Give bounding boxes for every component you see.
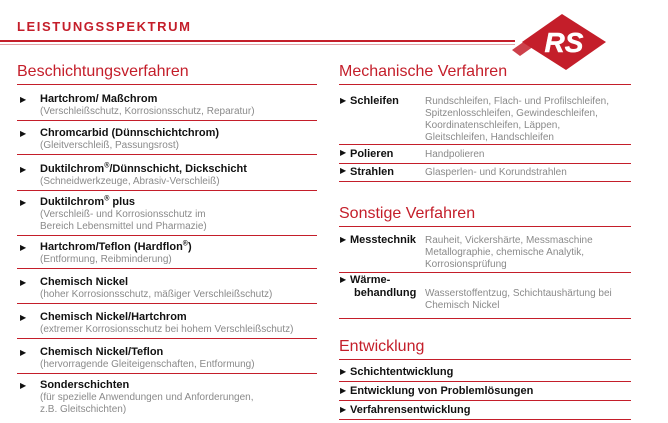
list-item: ▶ Sonderschichten (für spezielle Anwendungen und Anforderungen, z.B. Gleitschichten): [20, 379, 254, 415]
mechanical-list: [339, 95, 631, 183]
bullet-icon: ▶: [340, 405, 347, 414]
rs-logo: [508, 12, 608, 72]
bullet-icon: ▶: [340, 166, 347, 175]
list-item: ▶ Strahlen Glasperlen- und Korundstrahlen: [339, 165, 631, 183]
list-item: ▶ Chromcarbid (Dünnschichtchrom) (Gleitverschleiß, Passungsrost): [17, 127, 317, 163]
bullet-icon: ▶: [340, 96, 347, 105]
list-item: ▶ Entwicklung von Problemlösungen: [339, 385, 631, 404]
bullet-icon: ▶: [20, 165, 27, 174]
list-item: ▶ Verfahrensentwicklung: [339, 404, 631, 423]
bullet-icon: ▶: [20, 381, 27, 390]
section-title-coating: Beschichtungsverfahren: [17, 63, 189, 80]
logo-text: RS: [544, 27, 584, 58]
list-item: ▶ Messtechnik Rauheit, Vickershärte, Messmaschine Metallographie, chemische Analytik, Korrosionsprüfung: [339, 234, 631, 274]
list-item: ▶ Wärme- behandlung Wasserstoffentzug, Schichtaushärtung bei Chemisch Nickel: [339, 274, 631, 318]
list-item: ▶ Schichtentwicklung: [339, 366, 631, 385]
list-item: ▶ Chemisch Nickel/Hartchrom (extremer Korrosionsschutz bei hohem Verschleißschutz): [17, 311, 317, 346]
development-list: [339, 366, 631, 423]
section-title-development: Entwicklung: [339, 338, 425, 355]
section-rule-other: [339, 226, 631, 227]
bullet-icon: ▶: [340, 148, 347, 157]
header-rule-secondary: [0, 44, 515, 45]
bullet-icon: ▶: [20, 278, 27, 287]
header-rule: [0, 40, 515, 42]
bullet-icon: ▶: [20, 313, 27, 322]
bullet-icon: ▶: [20, 243, 27, 252]
page-title: LEISTUNGSSPEKTRUM: [17, 19, 192, 34]
list-item: ▶ Schleifen Rundschleifen, Flach- und Profilschleifen, Spitzenlosschleifen, Gewindeschleifen, Koordinatenschleifen, Läppen, Gleitschleifen, Handschleifen: [339, 95, 631, 147]
section-rule-development: [339, 359, 631, 360]
bullet-icon: ▶: [340, 235, 347, 244]
bullet-icon: ▶: [20, 129, 27, 138]
list-item: ▶ Chemisch Nickel/Teflon (hervorragende Gleiteigenschaften, Entformung): [17, 346, 317, 379]
list-item: ▶ Polieren Handpolieren: [339, 147, 631, 165]
section-title-mechanical: Mechanische Verfahren: [339, 63, 508, 80]
section-rule-coating: [17, 84, 317, 85]
bullet-icon: ▶: [20, 198, 27, 207]
bullet-icon: ▶: [340, 367, 347, 376]
section-rule-mechanical: [339, 84, 631, 85]
list-item: ▶ Chemisch Nickel (hoher Korrosionsschutz, mäßiger Verschleißschutz): [17, 276, 317, 311]
coating-list: [17, 93, 317, 419]
bullet-icon: ▶: [20, 348, 27, 357]
bullet-icon: ▶: [20, 95, 27, 104]
list-item: ▶ Duktilchrom®/Dünnschicht, Dickschicht (Schneidwerkzeuge, Abrasiv-Verschleiß): [17, 163, 317, 196]
section-title-other: Sonstige Verfahren: [339, 205, 476, 222]
list-item: ▶ Duktilchrom® plus (Verschleiß- und Korrosionsschutz im Bereich Lebensmittel und Pharmazie): [17, 196, 317, 241]
list-item: ▶ Hartchrom/Teflon (Hardflon®) (Entformung, Reibminderung): [17, 241, 317, 276]
list-item: ▶ Hartchrom/ Maßchrom (Verschleißschutz, Korrosionsschutz, Reparatur): [17, 93, 317, 127]
other-list: [339, 234, 631, 318]
bullet-icon: ▶: [340, 275, 347, 284]
bullet-icon: ▶: [340, 386, 347, 395]
